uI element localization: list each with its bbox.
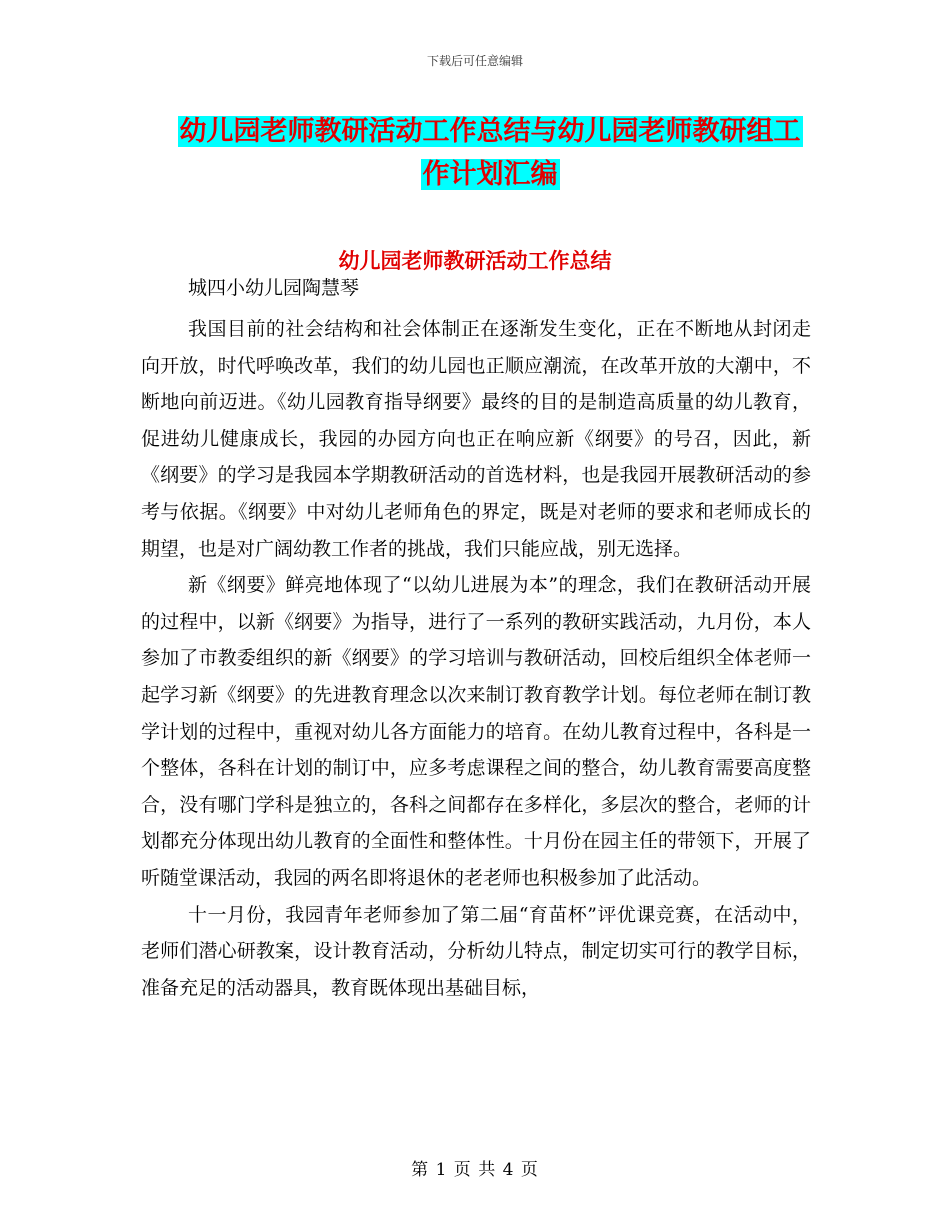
body-paragraph-3: 十一月份，我园青年老师参加了第二届“育苗杯”评优课竞赛，在活动中，老师们潜心研教案，设计教育活动，分析幼儿特点，制定切实可行的教学目标，准备充足的活动器具，教育既体现出基础目标， [141,903,811,999]
section-heading: 幼儿园老师教研活动工作总结 [338,249,612,273]
document-body [141,311,811,1006]
page-number-footer: 第 1 页 共 4 页 [411,1160,539,1180]
page-header-note: 下载后可任意编辑 [426,54,523,68]
document-title-line-1-text: 幼儿园老师教研活动工作总结与幼儿园老师教研组工 [179,116,801,147]
document-title-line-2 [160,150,820,200]
author-line: 城四小幼儿园陶慧琴 [188,277,360,299]
document-title-line-2-text: 作计划汇编 [422,159,558,190]
body-paragraph-1: 我国目前的社会结构和社会体制正在逐渐发生变化，正在不断地从封闭走向开放，时代呼唤改革，我们的幼儿园也正顺应潮流，在改革开放的大潮中，不断地向前迈进。《幼儿园教育指导纲要》最终的目的是制造高质量的幼儿教育，促进幼儿健康成长，我园的办园方向也正在响应新《纲要》的号召，因此，新《纲要》的学习是我园本学期教研活动的首选材料，也是我园开展教研活动的参考与依据。《纲要》中对幼儿老师角色的界定，既是对老师的要求和老师成长的期望，也是对广阔幼教工作者的挑战，我们只能应战，别无选择。 [141,318,811,560]
body-paragraph-2: 新《纲要》鲜亮地体现了“以幼儿进展为本”的理念，我们在教研活动开展的过程中，以新《纲要》为指导，进行了一系列的教研实践活动，九月份，本人参加了市教委组织的新《纲要》的学习培训与教研活动，回校后组织全体老师一起学习新《纲要》的先进教育理念以次来制订教育教学计划。每位老师在制订教学计划的过程中，重视对幼儿各方面能力的培育。在幼儿教育过程中，各科是一个整体，各科在计划的制订中，应多考虑课程之间的整合，幼儿教育需要高度整合，没有哪门学科是独立的，各科之间都存在多样化，多层次的整合，老师的计划都充分体现出幼儿教育的全面性和整体性。十月份在园主任的带领下，开展了听随堂课活动，我园的两名即将退休的老老师也积极参加了此活动。 [141,574,811,889]
